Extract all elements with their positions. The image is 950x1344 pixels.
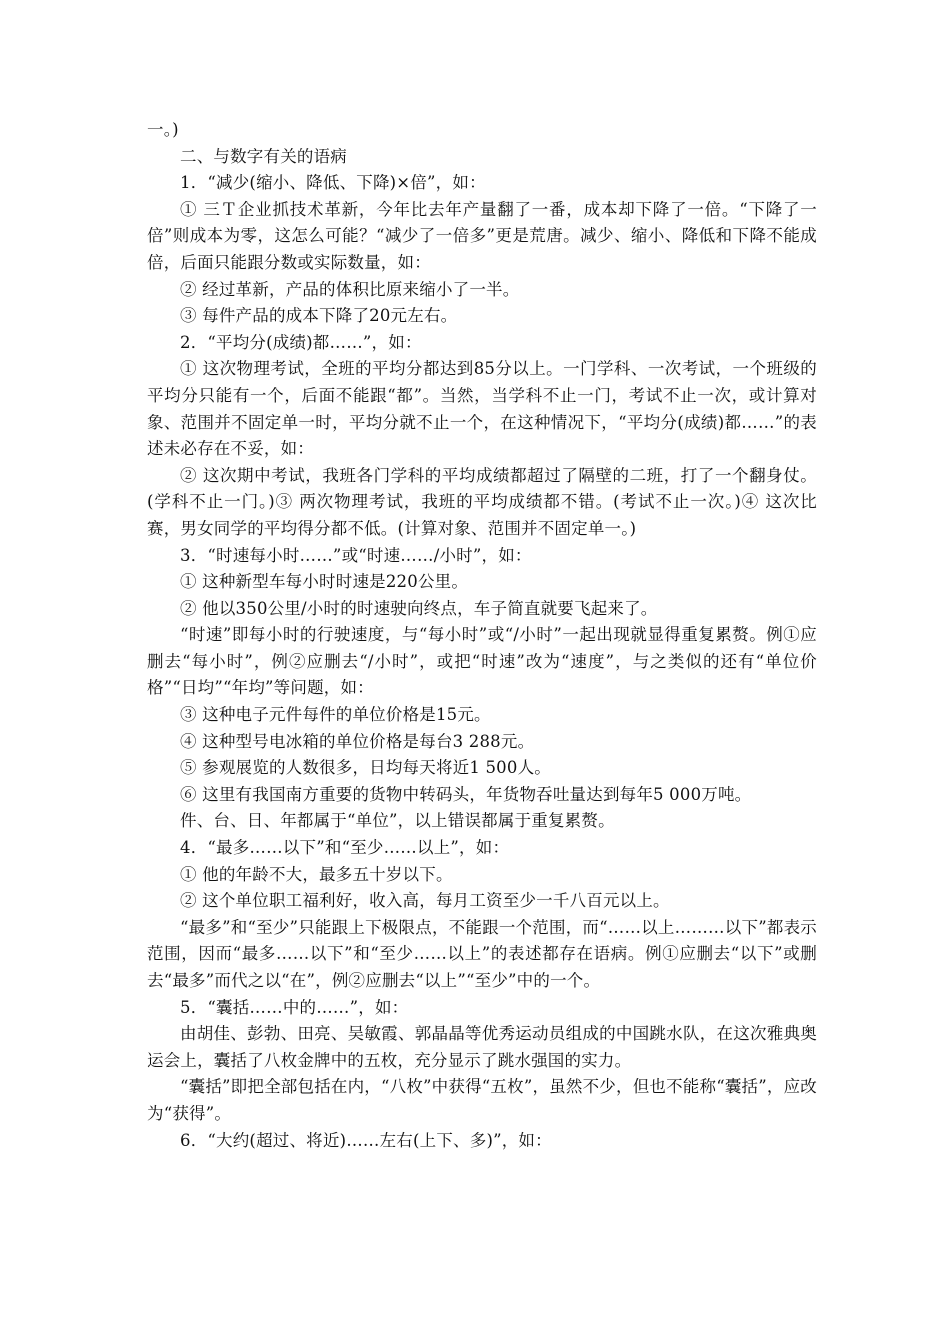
- paragraph: ① 三Ｔ企业抓技术革新，今年比去年产量翻了一番，成本却下降了一倍。“下降了一倍”则成本为零，这怎么可能？“减少了一倍多”更是荒唐。减少、缩小、降低和下降不能成倍，后面只能跟分数或实际数量，如：: [147, 199, 817, 272]
- document-body: [147, 117, 817, 1154]
- example-line: ⑤ 参观展览的人数很多，日均每天将近1 500人。: [180, 758, 551, 778]
- example-line: ① 这种新型车每小时时速是220公里。: [180, 572, 469, 592]
- example-line: ② 他以350公里/小时的时速驶向终点，车子简直就要飞起来了。: [180, 598, 658, 618]
- example-line: ② 经过革新，产品的体积比原来缩小了一半。: [180, 279, 520, 299]
- paragraph: “最多”和“至少”只能跟上下极限点，不能跟一个范围，而“……以上………以下”都表示范围，因而“最多……以下”和“至少……以上”的表述都存在语病。例①应删去“以下”或删去“最多”而代之以“在”，例②应删去“以上”“至少”中的一个。: [147, 917, 817, 990]
- paragraph: 一。): [147, 120, 179, 139]
- example-line: ⑥ 这里有我国南方重要的货物中转码头，年货物吞吐量达到每年5 000万吨。: [180, 784, 752, 804]
- example-line: ③ 这种电子元件每件的单位价格是15元。: [180, 705, 491, 725]
- paragraph: “囊括”即把全部包括在内，“八枚”中获得“五枚”，虽然不少，但也不能称“囊括”，应改为“获得”。: [147, 1077, 817, 1123]
- example-line: ③ 每件产品的成本下降了20元左右。: [180, 306, 458, 326]
- example-line: ② 这个单位职工福利好，收入高，每月工资至少一千八百元以上。: [180, 891, 670, 911]
- example-line: ① 他的年龄不大，最多五十岁以下。: [180, 864, 453, 884]
- section-heading: 二、与数字有关的语病: [180, 146, 347, 166]
- paragraph: “时速”即每小时的行驶速度，与“每小时”或“/小时”一起出现就显得重复累赘。例①应删去“每小时”，例②应删去“/小时”，或把“时速”改为“速度”，与之类似的还有“单位价格”“日均”“年均”等问题，如：: [147, 625, 817, 698]
- item-heading: 4．“最多……以下”和“至少……以上”，如：: [180, 838, 510, 858]
- paragraph: ① 这次物理考试，全班的平均分都达到85分以上。一门学科、一次考试，一个班级的平均分只能有一个，后面不能跟“都”。当然，当学科不止一门，考试不止一次，或计算对象、范围并不固定单一时，平均分就不止一个，在这种情况下，“平均分(成绩)都……”的表述未必存在不妥，如：: [147, 359, 817, 459]
- item-heading: 3．“时速每小时……”或“时速……/小时”，如：: [180, 545, 532, 565]
- paragraph: ② 这次期中考试，我班各门学科的平均成绩都超过了隔壁的二班，打了一个翻身仗。(学科不止一门。)③ 两次物理考试，我班的平均成绩都不错。(考试不止一次。)④ 这次比赛，男女同学的平均得分都不低。(计算对象、范围并不固定单一。): [147, 465, 817, 538]
- paragraph: 由胡佳、彭勃、田亮、吴敏霞、郭晶晶等优秀运动员组成的中国跳水队，在这次雅典奥运会上，囊括了八枚金牌中的五枚，充分显示了跳水强国的实力。: [147, 1024, 817, 1070]
- item-heading: 2．“平均分(成绩)都……”，如：: [180, 332, 422, 352]
- item-heading: 6．“大约(超过、将近)……左右(上下、多)”，如：: [180, 1130, 552, 1150]
- item-heading: 5．“囊括……中的……”，如：: [180, 997, 409, 1017]
- example-line: ④ 这种型号电冰箱的单位价格是每台3 288元。: [180, 731, 535, 751]
- paragraph: 件、台、日、年都属于“单位”，以上错误都属于重复累赘。: [180, 811, 615, 831]
- item-heading: 1．“减少(缩小、降低、下降)×倍”，如：: [180, 173, 486, 193]
